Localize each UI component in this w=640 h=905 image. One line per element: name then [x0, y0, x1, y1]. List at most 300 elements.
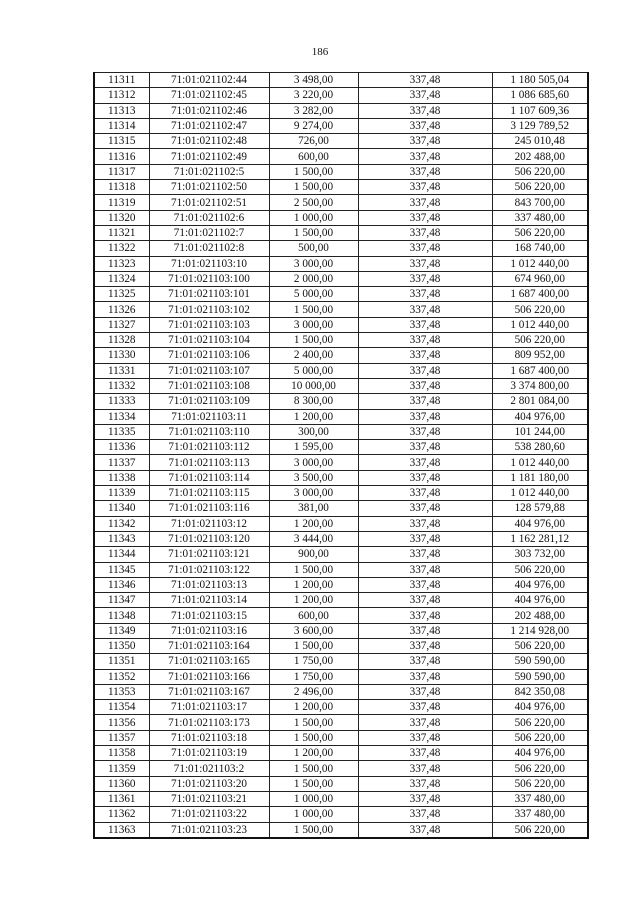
row-number-cell: 11325 — [94, 287, 149, 302]
rate-cell: 337,48 — [358, 363, 492, 378]
row-number-cell: 11344 — [94, 547, 149, 562]
cadastral-value-cell: 506 220,00 — [492, 730, 588, 745]
area-cell: 900,00 — [269, 547, 358, 562]
cadastral-value-cell: 128 579,88 — [492, 501, 588, 516]
table-row — [94, 149, 588, 164]
row-number-cell: 11312 — [94, 88, 149, 103]
table-row — [94, 562, 588, 577]
area-cell: 1 500,00 — [269, 822, 358, 838]
row-number-cell: 11315 — [94, 134, 149, 149]
rate-cell: 337,48 — [358, 88, 492, 103]
cadastral-number-cell: 71:01:021103:19 — [149, 746, 269, 761]
cadastral-number-cell: 71:01:021103:104 — [149, 333, 269, 348]
row-number-cell: 11313 — [94, 103, 149, 118]
rate-cell: 337,48 — [358, 256, 492, 271]
table-row — [94, 225, 588, 240]
area-cell: 1 500,00 — [269, 225, 358, 240]
area-cell: 381,00 — [269, 501, 358, 516]
table-row — [94, 654, 588, 669]
cadastral-value-cell: 506 220,00 — [492, 302, 588, 317]
rate-cell: 337,48 — [358, 791, 492, 806]
cadastral-value-cell: 1 687 400,00 — [492, 363, 588, 378]
rate-cell: 337,48 — [358, 470, 492, 485]
row-number-cell: 11336 — [94, 440, 149, 455]
area-cell: 3 000,00 — [269, 317, 358, 332]
cadastral-number-cell: 71:01:021103:103 — [149, 317, 269, 332]
cadastral-number-cell: 71:01:021103:20 — [149, 776, 269, 791]
area-cell: 1 200,00 — [269, 593, 358, 608]
rate-cell: 337,48 — [358, 638, 492, 653]
area-cell: 1 000,00 — [269, 791, 358, 806]
row-number-cell: 11320 — [94, 210, 149, 225]
row-number-cell: 11321 — [94, 225, 149, 240]
area-cell: 3 220,00 — [269, 88, 358, 103]
cadastral-value-cell: 1 012 440,00 — [492, 256, 588, 271]
rate-cell: 337,48 — [358, 424, 492, 439]
table-row — [94, 424, 588, 439]
cadastral-number-cell: 71:01:021103:110 — [149, 424, 269, 439]
cadastral-value-cell: 843 700,00 — [492, 195, 588, 210]
rate-cell: 337,48 — [358, 134, 492, 149]
area-cell: 2 000,00 — [269, 271, 358, 286]
cadastral-value-cell: 1 181 180,00 — [492, 470, 588, 485]
cadastral-number-cell: 71:01:021102:6 — [149, 210, 269, 225]
cadastral-number-cell: 71:01:021103:11 — [149, 409, 269, 424]
cadastral-number-cell: 71:01:021103:100 — [149, 271, 269, 286]
rate-cell: 337,48 — [358, 271, 492, 286]
cadastral-number-cell: 71:01:021103:2 — [149, 761, 269, 776]
rate-cell: 337,48 — [358, 394, 492, 409]
table-row — [94, 348, 588, 363]
area-cell: 10 000,00 — [269, 378, 358, 393]
cadastral-value-cell: 303 732,00 — [492, 547, 588, 562]
cadastral-number-cell: 71:01:021103:18 — [149, 730, 269, 745]
cadastral-value-cell: 404 976,00 — [492, 700, 588, 715]
row-number-cell: 11314 — [94, 118, 149, 133]
cadastral-value-cell: 842 350,08 — [492, 684, 588, 699]
cadastral-value-cell: 506 220,00 — [492, 333, 588, 348]
area-cell: 1 200,00 — [269, 409, 358, 424]
table-row — [94, 394, 588, 409]
row-number-cell: 11335 — [94, 424, 149, 439]
cadastral-value-cell: 506 220,00 — [492, 822, 588, 838]
area-cell: 9 274,00 — [269, 118, 358, 133]
table-row — [94, 440, 588, 455]
table-row — [94, 577, 588, 592]
row-number-cell: 11337 — [94, 455, 149, 470]
rate-cell: 337,48 — [358, 822, 492, 838]
area-cell: 2 500,00 — [269, 195, 358, 210]
cadastral-value-cell: 245 010,48 — [492, 134, 588, 149]
area-cell: 1 500,00 — [269, 638, 358, 653]
cadastral-value-cell: 538 280,60 — [492, 440, 588, 455]
table-row — [94, 378, 588, 393]
cadastral-number-cell: 71:01:021102:49 — [149, 149, 269, 164]
cadastral-value-cell: 2 801 084,00 — [492, 394, 588, 409]
cadastral-value-cell: 404 976,00 — [492, 409, 588, 424]
row-number-cell: 11322 — [94, 241, 149, 256]
cadastral-value-table — [93, 72, 589, 839]
row-number-cell: 11347 — [94, 593, 149, 608]
cadastral-value-cell: 1 687 400,00 — [492, 287, 588, 302]
row-number-cell: 11349 — [94, 623, 149, 638]
row-number-cell: 11346 — [94, 577, 149, 592]
area-cell: 3 498,00 — [269, 73, 358, 88]
table-row — [94, 287, 588, 302]
cadastral-number-cell: 71:01:021103:173 — [149, 715, 269, 730]
row-number-cell: 11328 — [94, 333, 149, 348]
row-number-cell: 11351 — [94, 654, 149, 669]
row-number-cell: 11326 — [94, 302, 149, 317]
area-cell: 500,00 — [269, 241, 358, 256]
cadastral-number-cell: 71:01:021103:120 — [149, 531, 269, 546]
cadastral-number-cell: 71:01:021103:165 — [149, 654, 269, 669]
table-row — [94, 623, 588, 638]
cadastral-number-cell: 71:01:021103:108 — [149, 378, 269, 393]
table-row — [94, 776, 588, 791]
table-row — [94, 807, 588, 822]
row-number-cell: 11340 — [94, 501, 149, 516]
cadastral-number-cell: 71:01:021103:113 — [149, 455, 269, 470]
row-number-cell: 11333 — [94, 394, 149, 409]
area-cell: 1 500,00 — [269, 562, 358, 577]
cadastral-number-cell: 71:01:021103:166 — [149, 669, 269, 684]
area-cell: 1 000,00 — [269, 807, 358, 822]
row-number-cell: 11311 — [94, 73, 149, 88]
cadastral-value-cell: 1 012 440,00 — [492, 455, 588, 470]
row-number-cell: 11361 — [94, 791, 149, 806]
cadastral-value-cell: 1 012 440,00 — [492, 486, 588, 501]
table-row — [94, 409, 588, 424]
cadastral-value-cell: 506 220,00 — [492, 225, 588, 240]
table-row — [94, 638, 588, 653]
cadastral-value-cell: 674 960,00 — [492, 271, 588, 286]
area-cell: 1 500,00 — [269, 164, 358, 179]
table-row — [94, 531, 588, 546]
cadastral-number-cell: 71:01:021103:167 — [149, 684, 269, 699]
cadastral-value-cell: 590 590,00 — [492, 669, 588, 684]
rate-cell: 337,48 — [358, 501, 492, 516]
rate-cell: 337,48 — [358, 531, 492, 546]
rate-cell: 337,48 — [358, 700, 492, 715]
table-row — [94, 210, 588, 225]
row-number-cell: 11319 — [94, 195, 149, 210]
table-row — [94, 700, 588, 715]
table-row — [94, 363, 588, 378]
table-row — [94, 608, 588, 623]
rate-cell: 337,48 — [358, 180, 492, 195]
row-number-cell: 11358 — [94, 746, 149, 761]
cadastral-number-cell: 71:01:021103:15 — [149, 608, 269, 623]
cadastral-value-cell: 506 220,00 — [492, 562, 588, 577]
table-row — [94, 256, 588, 271]
area-cell: 2 496,00 — [269, 684, 358, 699]
cadastral-number-cell: 71:01:021102:44 — [149, 73, 269, 88]
cadastral-value-cell: 337 480,00 — [492, 210, 588, 225]
area-cell: 3 600,00 — [269, 623, 358, 638]
table-row — [94, 730, 588, 745]
cadastral-number-cell: 71:01:021103:21 — [149, 791, 269, 806]
cadastral-value-cell: 506 220,00 — [492, 638, 588, 653]
cadastral-value-cell: 202 488,00 — [492, 149, 588, 164]
table-row — [94, 134, 588, 149]
cadastral-number-cell: 71:01:021103:109 — [149, 394, 269, 409]
table-row — [94, 302, 588, 317]
rate-cell: 337,48 — [358, 118, 492, 133]
row-number-cell: 11350 — [94, 638, 149, 653]
row-number-cell: 11324 — [94, 271, 149, 286]
cadastral-number-cell: 71:01:021103:12 — [149, 516, 269, 531]
table-row — [94, 715, 588, 730]
row-number-cell: 11359 — [94, 761, 149, 776]
row-number-cell: 11323 — [94, 256, 149, 271]
table-row — [94, 470, 588, 485]
rate-cell: 337,48 — [358, 149, 492, 164]
area-cell: 1 500,00 — [269, 333, 358, 348]
row-number-cell: 11327 — [94, 317, 149, 332]
rate-cell: 337,48 — [358, 455, 492, 470]
cadastral-value-cell: 101 244,00 — [492, 424, 588, 439]
cadastral-number-cell: 71:01:021102:48 — [149, 134, 269, 149]
area-cell: 600,00 — [269, 608, 358, 623]
cadastral-value-cell: 1 012 440,00 — [492, 317, 588, 332]
row-number-cell: 11316 — [94, 149, 149, 164]
cadastral-number-cell: 71:01:021103:114 — [149, 470, 269, 485]
cadastral-number-cell: 71:01:021102:50 — [149, 180, 269, 195]
row-number-cell: 11331 — [94, 363, 149, 378]
area-cell: 1 200,00 — [269, 700, 358, 715]
row-number-cell: 11357 — [94, 730, 149, 745]
row-number-cell: 11334 — [94, 409, 149, 424]
cadastral-number-cell: 71:01:021102:7 — [149, 225, 269, 240]
cadastral-value-cell: 3 374 800,00 — [492, 378, 588, 393]
area-cell: 1 750,00 — [269, 654, 358, 669]
rate-cell: 337,48 — [358, 210, 492, 225]
table-row — [94, 547, 588, 562]
table-row — [94, 88, 588, 103]
cadastral-number-cell: 71:01:021103:22 — [149, 807, 269, 822]
cadastral-number-cell: 71:01:021103:106 — [149, 348, 269, 363]
rate-cell: 337,48 — [358, 807, 492, 822]
cadastral-value-cell: 337 480,00 — [492, 807, 588, 822]
table-row — [94, 317, 588, 332]
cadastral-number-cell: 71:01:021103:16 — [149, 623, 269, 638]
area-cell: 1 500,00 — [269, 730, 358, 745]
cadastral-value-cell: 404 976,00 — [492, 577, 588, 592]
rate-cell: 337,48 — [358, 225, 492, 240]
rate-cell: 337,48 — [358, 547, 492, 562]
area-cell: 1 200,00 — [269, 746, 358, 761]
table-row — [94, 669, 588, 684]
row-number-cell: 11354 — [94, 700, 149, 715]
table-row — [94, 73, 588, 88]
area-cell: 3 444,00 — [269, 531, 358, 546]
cadastral-number-cell: 71:01:021103:121 — [149, 547, 269, 562]
cadastral-number-cell: 71:01:021102:45 — [149, 88, 269, 103]
cadastral-value-cell: 3 129 789,52 — [492, 118, 588, 133]
rate-cell: 337,48 — [358, 440, 492, 455]
cadastral-value-cell: 1 086 685,60 — [492, 88, 588, 103]
table-row — [94, 501, 588, 516]
rate-cell: 337,48 — [358, 195, 492, 210]
row-number-cell: 11338 — [94, 470, 149, 485]
rate-cell: 337,48 — [358, 746, 492, 761]
cadastral-value-cell: 404 976,00 — [492, 516, 588, 531]
row-number-cell: 11362 — [94, 807, 149, 822]
row-number-cell: 11352 — [94, 669, 149, 684]
cadastral-value-cell: 1 180 505,04 — [492, 73, 588, 88]
cadastral-value-cell: 506 220,00 — [492, 761, 588, 776]
cadastral-value-cell: 506 220,00 — [492, 715, 588, 730]
cadastral-value-cell: 168 740,00 — [492, 241, 588, 256]
row-number-cell: 11345 — [94, 562, 149, 577]
cadastral-value-cell: 809 952,00 — [492, 348, 588, 363]
area-cell: 8 300,00 — [269, 394, 358, 409]
rate-cell: 337,48 — [358, 378, 492, 393]
cadastral-number-cell: 71:01:021103:17 — [149, 700, 269, 715]
rate-cell: 337,48 — [358, 684, 492, 699]
cadastral-value-cell: 404 976,00 — [492, 746, 588, 761]
rate-cell: 337,48 — [358, 241, 492, 256]
rate-cell: 337,48 — [358, 608, 492, 623]
cadastral-value-cell: 202 488,00 — [492, 608, 588, 623]
area-cell: 1 000,00 — [269, 210, 358, 225]
cadastral-number-cell: 71:01:021103:107 — [149, 363, 269, 378]
table-row — [94, 333, 588, 348]
cadastral-number-cell: 71:01:021103:23 — [149, 822, 269, 838]
table-row — [94, 180, 588, 195]
rate-cell: 337,48 — [358, 486, 492, 501]
table-row — [94, 103, 588, 118]
row-number-cell: 11339 — [94, 486, 149, 501]
cadastral-value-cell: 1 214 928,00 — [492, 623, 588, 638]
rate-cell: 337,48 — [358, 287, 492, 302]
area-cell: 5 000,00 — [269, 287, 358, 302]
cadastral-number-cell: 71:01:021103:116 — [149, 501, 269, 516]
cadastral-number-cell: 71:01:021103:102 — [149, 302, 269, 317]
row-number-cell: 11343 — [94, 531, 149, 546]
table-row — [94, 164, 588, 179]
table-body — [94, 73, 588, 838]
rate-cell: 337,48 — [358, 654, 492, 669]
rate-cell: 337,48 — [358, 669, 492, 684]
cadastral-value-cell: 506 220,00 — [492, 776, 588, 791]
area-cell: 2 400,00 — [269, 348, 358, 363]
area-cell: 3 000,00 — [269, 486, 358, 501]
rate-cell: 337,48 — [358, 776, 492, 791]
row-number-cell: 11342 — [94, 516, 149, 531]
area-cell: 3 000,00 — [269, 256, 358, 271]
table-row — [94, 684, 588, 699]
area-cell: 5 000,00 — [269, 363, 358, 378]
cadastral-number-cell: 71:01:021102:5 — [149, 164, 269, 179]
rate-cell: 337,48 — [358, 348, 492, 363]
rate-cell: 337,48 — [358, 409, 492, 424]
rate-cell: 337,48 — [358, 103, 492, 118]
cadastral-value-cell: 337 480,00 — [492, 791, 588, 806]
row-number-cell: 11360 — [94, 776, 149, 791]
rate-cell: 337,48 — [358, 302, 492, 317]
rate-cell: 337,48 — [358, 577, 492, 592]
table-row — [94, 822, 588, 838]
area-cell: 3 000,00 — [269, 455, 358, 470]
page-number: 186 — [311, 46, 329, 58]
area-cell: 3 282,00 — [269, 103, 358, 118]
area-cell: 300,00 — [269, 424, 358, 439]
rate-cell: 337,48 — [358, 715, 492, 730]
row-number-cell: 11332 — [94, 378, 149, 393]
rate-cell: 337,48 — [358, 164, 492, 179]
table-row — [94, 516, 588, 531]
table-row — [94, 271, 588, 286]
row-number-cell: 11317 — [94, 164, 149, 179]
area-cell: 1 200,00 — [269, 577, 358, 592]
table-row — [94, 118, 588, 133]
rate-cell: 337,48 — [358, 317, 492, 332]
cadastral-number-cell: 71:01:021102:47 — [149, 118, 269, 133]
area-cell: 1 500,00 — [269, 302, 358, 317]
row-number-cell: 11356 — [94, 715, 149, 730]
cadastral-number-cell: 71:01:021103:10 — [149, 256, 269, 271]
table-row — [94, 195, 588, 210]
table-row — [94, 761, 588, 776]
area-cell: 1 500,00 — [269, 180, 358, 195]
cadastral-value-cell: 506 220,00 — [492, 180, 588, 195]
area-cell: 1 595,00 — [269, 440, 358, 455]
table-row — [94, 791, 588, 806]
rate-cell: 337,48 — [358, 333, 492, 348]
cadastral-number-cell: 71:01:021103:101 — [149, 287, 269, 302]
cadastral-value-cell: 404 976,00 — [492, 593, 588, 608]
table-row — [94, 746, 588, 761]
cadastral-number-cell: 71:01:021103:14 — [149, 593, 269, 608]
table-row — [94, 593, 588, 608]
rate-cell: 337,48 — [358, 593, 492, 608]
area-cell: 3 500,00 — [269, 470, 358, 485]
rate-cell: 337,48 — [358, 73, 492, 88]
row-number-cell: 11348 — [94, 608, 149, 623]
cadastral-value-cell: 1 107 609,36 — [492, 103, 588, 118]
row-number-cell: 11353 — [94, 684, 149, 699]
cadastral-number-cell: 71:01:021102:51 — [149, 195, 269, 210]
row-number-cell: 11363 — [94, 822, 149, 838]
cadastral-value-cell: 1 162 281,12 — [492, 531, 588, 546]
rate-cell: 337,48 — [358, 761, 492, 776]
row-number-cell: 11318 — [94, 180, 149, 195]
cadastral-number-cell: 71:01:021103:122 — [149, 562, 269, 577]
rate-cell: 337,48 — [358, 623, 492, 638]
cadastral-value-cell: 590 590,00 — [492, 654, 588, 669]
table-row — [94, 455, 588, 470]
cadastral-number-cell: 71:01:021103:13 — [149, 577, 269, 592]
cadastral-number-cell: 71:01:021103:164 — [149, 638, 269, 653]
table-row — [94, 241, 588, 256]
area-cell: 1 500,00 — [269, 715, 358, 730]
row-number-cell: 11330 — [94, 348, 149, 363]
area-cell: 1 750,00 — [269, 669, 358, 684]
cadastral-number-cell: 71:01:021103:112 — [149, 440, 269, 455]
cadastral-number-cell: 71:01:021102:46 — [149, 103, 269, 118]
area-cell: 726,00 — [269, 134, 358, 149]
cadastral-number-cell: 71:01:021102:8 — [149, 241, 269, 256]
rate-cell: 337,48 — [358, 516, 492, 531]
area-cell: 600,00 — [269, 149, 358, 164]
rate-cell: 337,48 — [358, 730, 492, 745]
area-cell: 1 500,00 — [269, 776, 358, 791]
cadastral-value-cell: 506 220,00 — [492, 164, 588, 179]
table-row — [94, 486, 588, 501]
cadastral-number-cell: 71:01:021103:115 — [149, 486, 269, 501]
